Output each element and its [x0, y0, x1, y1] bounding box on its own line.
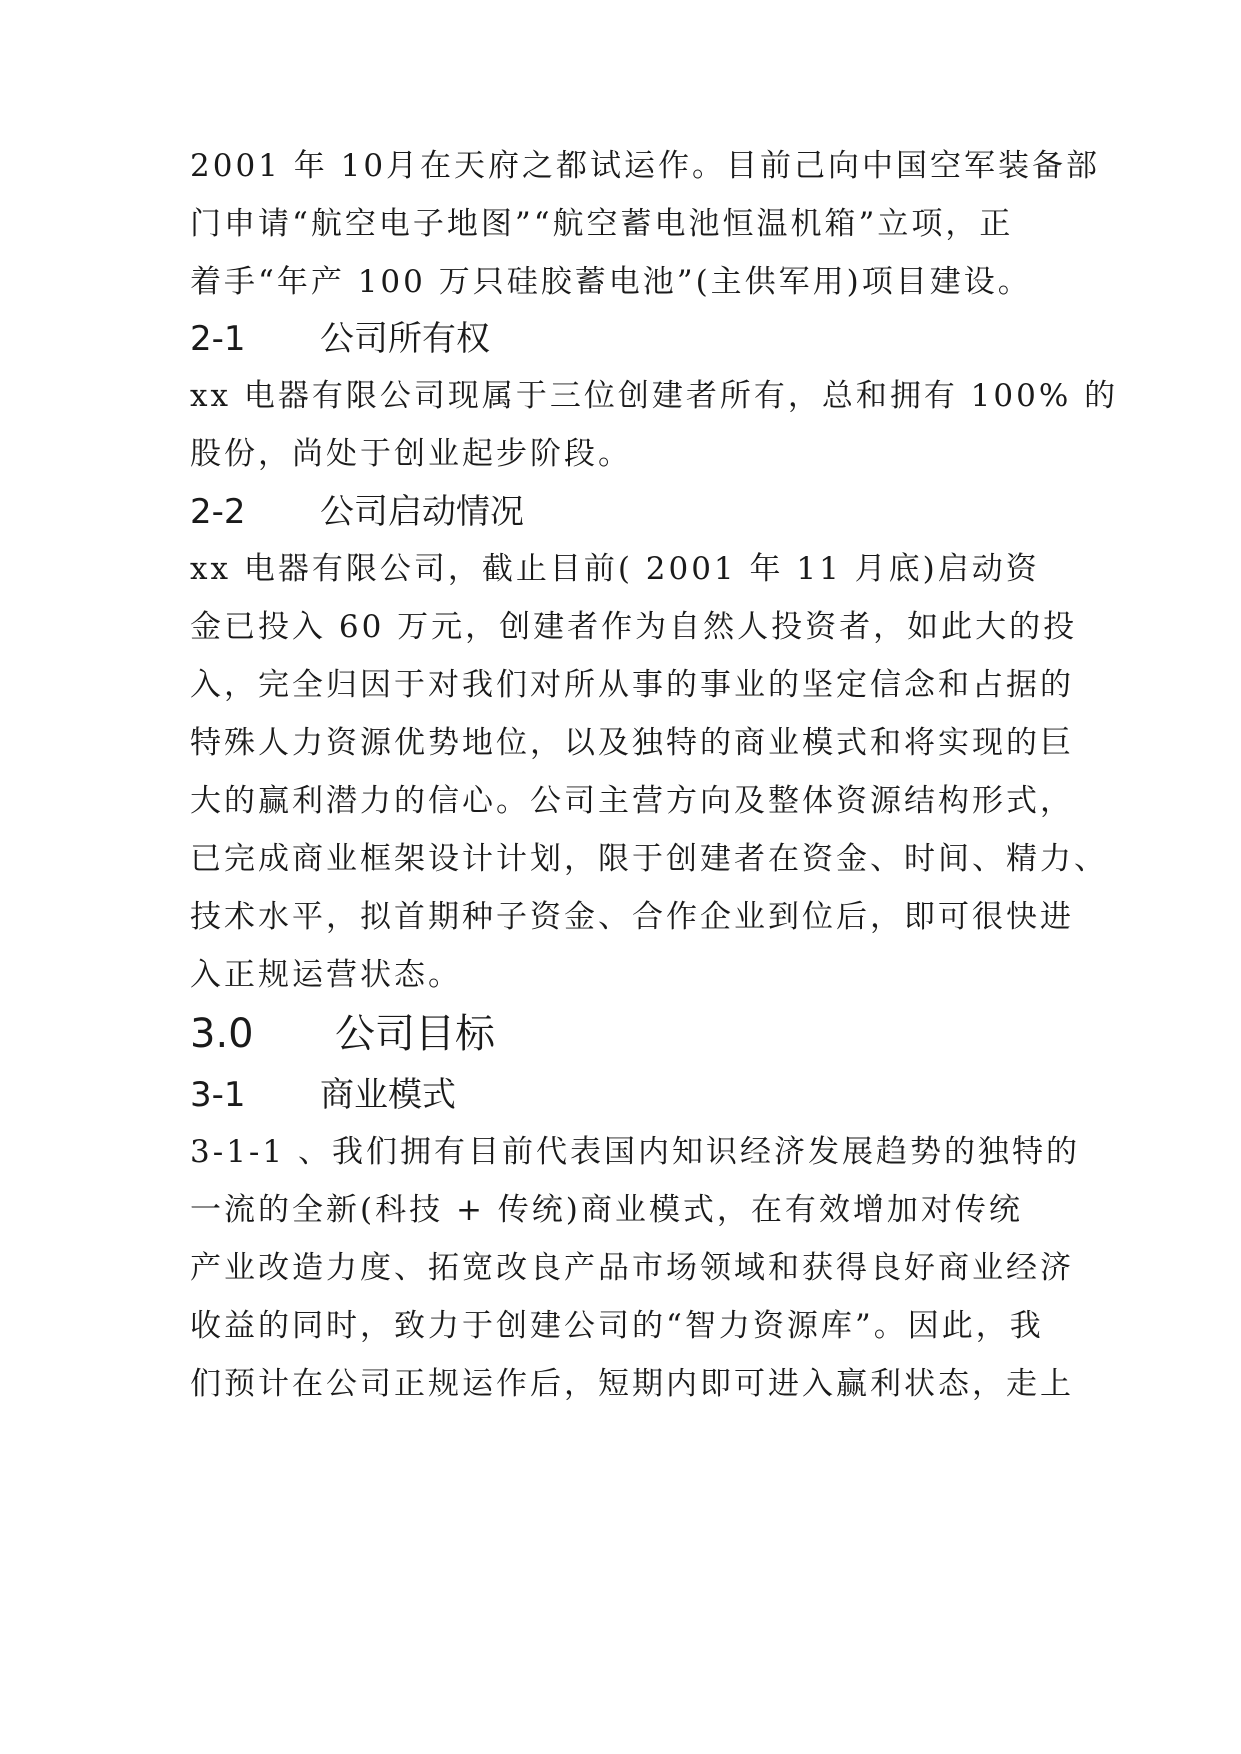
- section-heading-3-0: [190, 1012, 495, 1056]
- paragraph-startup-line-3: 入，完全归因于对我们对所从事的事业的坚定信念和占据的: [190, 667, 1074, 703]
- section-title: 公司目标: [335, 1011, 495, 1057]
- paragraph-startup-line-6: 已完成商业框架设计计划，限于创建者在资金、时间、精力、: [190, 841, 1108, 877]
- section-heading-2-1: [190, 317, 490, 361]
- paragraph-startup-line-2: 金已投入 60 万元，创建者作为自然人投资者，如此大的投: [190, 609, 1078, 645]
- paragraph-business-line-1: 3-1-1 、我们拥有目前代表国内知识经济发展趋势的独特的: [190, 1134, 1080, 1170]
- paragraph-business-line-3: 产业改造力度、拓宽改良产品市场领域和获得良好商业经济: [190, 1250, 1074, 1286]
- paragraph-intro-line-2: 门申请“航空电子地图”“航空蓄电池恒温机箱”立项，正: [190, 206, 1014, 242]
- paragraph-startup-line-5: 大的赢利潜力的信心。公司主营方向及整体资源结构形式，: [190, 783, 1074, 819]
- section-number: 2-1: [190, 319, 246, 359]
- paragraph-startup-line-8: 入正规运营状态。: [190, 957, 462, 993]
- section-heading-3-1: [190, 1073, 456, 1117]
- paragraph-ownership-line-2: 股份，尚处于创业起步阶段。: [190, 436, 632, 472]
- section-number: 3-1: [190, 1075, 246, 1115]
- paragraph-intro-line-1: 2001 年 10月在天府之都试运作。目前己向中国空军装备部: [190, 148, 1101, 184]
- section-title: 公司启动情况: [320, 492, 524, 532]
- section-title: 商业模式: [320, 1075, 456, 1115]
- paragraph-startup-line-4: 特殊人力资源优势地位，以及独特的商业模式和将实现的巨: [190, 725, 1074, 761]
- paragraph-startup-line-7: 技术水平，拟首期种子资金、合作企业到位后，即可很快进: [190, 899, 1074, 935]
- section-title: 公司所有权: [320, 319, 490, 359]
- paragraph-business-line-5: 们预计在公司正规运作后，短期内即可进入赢利状态，走上: [190, 1366, 1074, 1402]
- section-number: 3.0: [190, 1011, 254, 1057]
- section-number: 2-2: [190, 492, 246, 532]
- paragraph-intro-line-3: 着手“年产 100 万只硅胶蓄电池”(主供军用)项目建设。: [190, 264, 1032, 300]
- paragraph-business-line-2: 一流的全新(科技 + 传统)商业模式，在有效增加对传统: [190, 1192, 1023, 1228]
- paragraph-ownership-line-1: xx 电器有限公司现属于三位创建者所有，总和拥有 100% 的: [190, 378, 1119, 414]
- section-heading-2-2: [190, 490, 524, 534]
- paragraph-startup-line-1: xx 电器有限公司，截止目前( 2001 年 11 月底)启动资: [190, 551, 1040, 587]
- paragraph-business-line-4: 收益的同时，致力于创建公司的“智力资源库”。因此，我: [190, 1308, 1044, 1344]
